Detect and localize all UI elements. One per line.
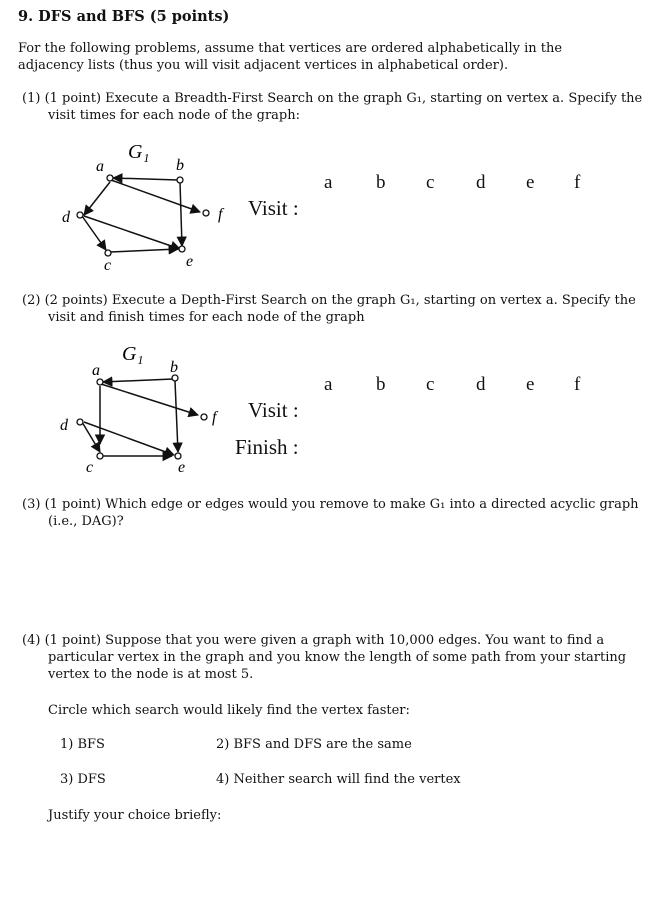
vertex-label-b: b (170, 359, 178, 376)
vertex-a (107, 175, 113, 181)
vertex-label-a: a (96, 158, 104, 175)
vertex-label-f: f (218, 206, 223, 223)
bfs-col-c: c (426, 172, 435, 193)
vertex-c (97, 453, 103, 459)
edge-b-a (113, 178, 178, 180)
bfs-col-a: a (324, 172, 333, 193)
vertex-d (77, 212, 83, 218)
vertex-c (105, 250, 111, 256)
vertex-d (77, 419, 83, 425)
vertex-f (201, 414, 207, 420)
edge-c-e (110, 249, 178, 252)
intro-paragraph: For the following problems, assume that vertices are ordered alphabetically in the adjacency lists (thus you will visit adjacent vertices in alphabetical order). (18, 41, 563, 73)
dfs-visit-label: Visit : (248, 398, 299, 422)
edge-a-f (111, 180, 200, 212)
graph-g1-dfs (60, 342, 240, 482)
justify-prompt: Justify your choice briefly: (48, 808, 222, 823)
dfs-col-f: f (574, 374, 581, 395)
graph-title: G₁ (128, 141, 150, 163)
edge-b-e (175, 381, 178, 452)
vertex-label-b: b (176, 157, 184, 174)
question-2 (22, 292, 654, 326)
graph-title: G₁ (122, 343, 144, 365)
bfs-col-d: d (476, 172, 486, 193)
vertex-label-a: a (92, 362, 100, 379)
question-2-number: (2) (22, 293, 41, 308)
dfs-col-e: e (526, 374, 535, 395)
option-2[interactable]: 2) BFS and DFS are the same (216, 737, 412, 752)
vertex-label-c: c (104, 257, 112, 274)
bfs-visit-label: Visit : (248, 196, 299, 220)
bfs-col-e: e (526, 172, 535, 193)
vertex-b (177, 177, 183, 183)
edge-b-e (180, 182, 182, 246)
question-4-text: (1 point) Suppose that you were given a graph with 10,000 edges. You want to find a particular vertex in the graph and you know the length of some path from your starting vertex to the node is at most 5. (44, 633, 627, 682)
question-3-text: (1 point) Which edge or edges would you remove to make G₁ into a directed acyclic graph (i.e., DAG)? (44, 497, 639, 529)
vertex-label-d: d (60, 417, 68, 434)
option-3[interactable]: 3) DFS (60, 772, 106, 787)
vertex-f (203, 210, 209, 216)
edge-a-d (84, 182, 110, 215)
vertex-label-d: d (62, 209, 70, 226)
vertex-label-e: e (186, 253, 194, 270)
vertex-a (97, 379, 103, 385)
edge-d-e (84, 216, 180, 249)
option-4[interactable]: 4) Neither search will find the vertex (216, 772, 461, 787)
section-heading: 9. DFS and BFS (5 points) (18, 8, 230, 25)
question-1-text: (1 point) Execute a Breadth-First Search on the graph G₁, starting on vertex a. Specify the visit times for each node of the graph: (44, 91, 643, 123)
question-4 (22, 632, 654, 683)
dfs-finish-label: Finish : (235, 435, 299, 459)
question-4-number: (4) (22, 633, 41, 648)
question-3-number: (3) (22, 497, 41, 512)
vertex-e (179, 246, 185, 252)
question-1 (22, 90, 654, 124)
bfs-col-f: f (574, 172, 581, 193)
vertex-label-e: e (178, 459, 186, 476)
question-4-prompt: Circle which search would likely find the vertex faster: (48, 703, 410, 718)
dfs-col-a: a (324, 374, 333, 395)
question-3 (22, 496, 654, 530)
edge-d-c (82, 216, 106, 250)
dfs-col-b: b (376, 374, 386, 395)
dfs-col-d: d (476, 374, 486, 395)
edge-d-e (84, 422, 174, 455)
edge-a-f (101, 384, 198, 415)
option-1[interactable]: 1) BFS (60, 737, 105, 752)
vertex-label-c: c (86, 459, 94, 476)
dfs-col-c: c (426, 374, 435, 395)
question-2-text: (2 points) Execute a Depth-First Search on the graph G₁, starting on vertex a. Specify the visit and finish times for each node of the graph (44, 293, 636, 325)
graph-g1-bfs (60, 140, 240, 280)
vertex-label-f: f (212, 409, 217, 426)
bfs-col-b: b (376, 172, 386, 193)
question-1-number: (1) (22, 91, 41, 106)
edge-b-a (103, 379, 173, 382)
